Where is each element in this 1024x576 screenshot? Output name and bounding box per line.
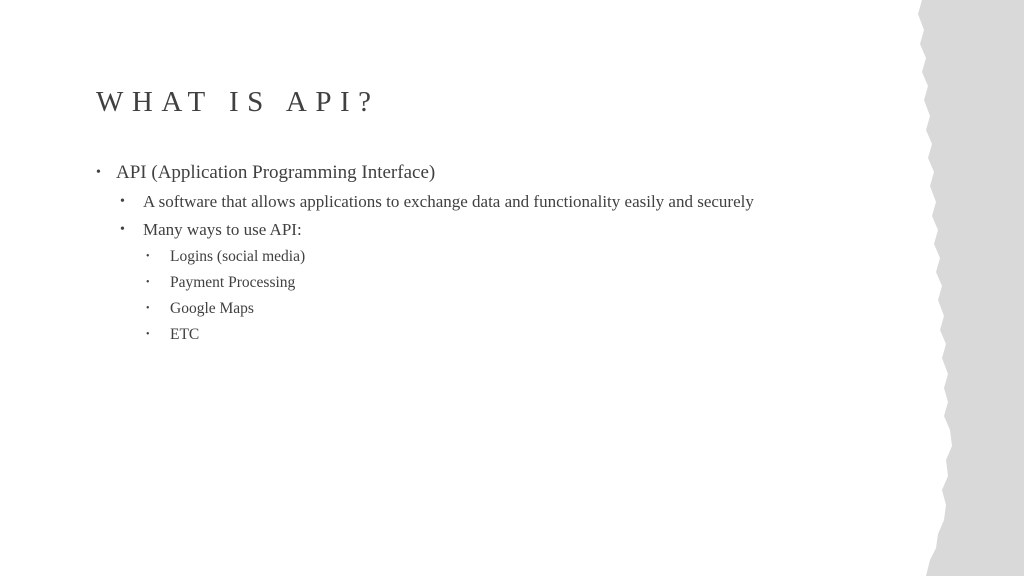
sub-bullet-item <box>96 188 754 216</box>
bullet-dot-icon: • <box>96 165 101 180</box>
sub-sub-bullet-item <box>96 270 754 296</box>
bullet-dot-icon: • <box>146 251 150 262</box>
bullet-item <box>96 158 754 188</box>
bullet-dot-icon: • <box>120 222 125 237</box>
bullet-dot-icon: • <box>146 277 150 288</box>
bullet-dot-icon: • <box>146 303 150 314</box>
bullet-text: Many ways to use API: <box>143 220 302 239</box>
bullet-text: Logins (social media) <box>170 248 306 265</box>
slide-title: WHAT IS API? <box>96 86 380 118</box>
bullet-dot-icon: • <box>146 329 150 340</box>
bullet-list <box>96 158 754 348</box>
sub-bullet-item <box>96 216 754 244</box>
bullet-text: API (Application Programming Interface) <box>116 162 436 183</box>
bullet-text: ETC <box>170 326 200 343</box>
bullet-dot-icon: • <box>120 194 125 209</box>
sub-sub-bullet-item <box>96 244 754 270</box>
sub-sub-bullet-item <box>96 322 754 348</box>
bullet-text: Payment Processing <box>170 274 296 291</box>
bullet-text: Google Maps <box>170 300 254 317</box>
bullet-text: A software that allows applications to exchange data and functionality easily and securely <box>143 192 754 211</box>
sub-sub-bullet-item <box>96 296 754 322</box>
